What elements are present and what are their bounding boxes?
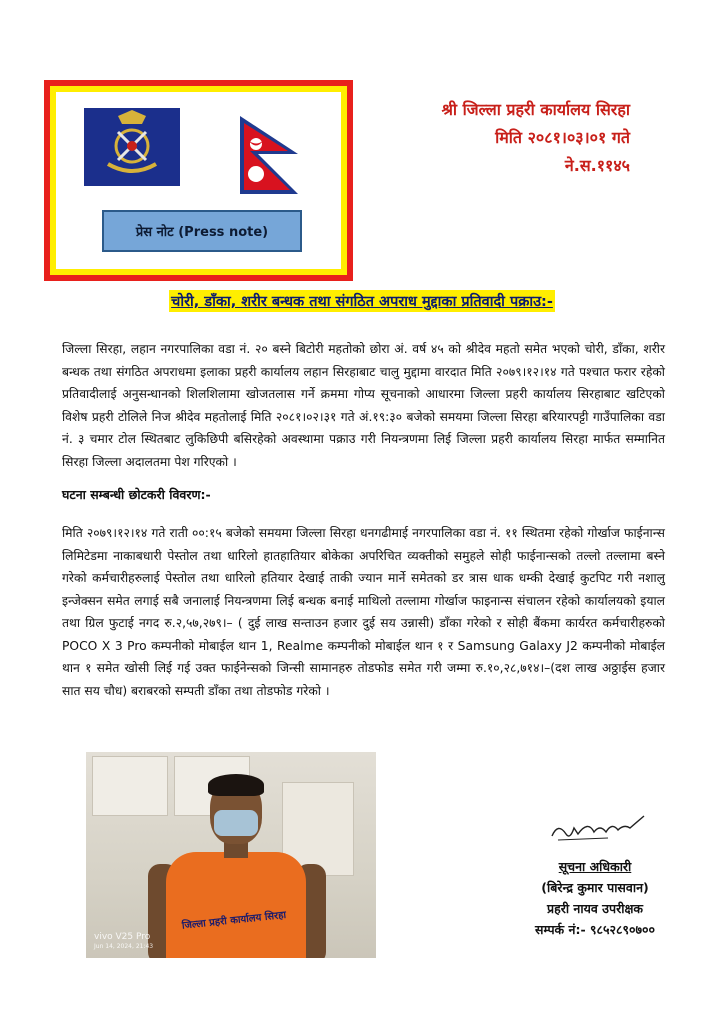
office-name: श्री जिल्ला प्रहरी कार्यालय सिरहा (441, 100, 630, 119)
arrested-person-photo (86, 752, 376, 958)
reference-number: ने.स.११४५ (564, 156, 630, 175)
office-header (330, 96, 630, 180)
paragraph-arrest-details: जिल्ला सिरहा, लहान नगरपालिका वडा नं. २० बस्ने बिटोरी महतोको छोरा अं. वर्ष ४५ को श्रीदेव महतो समेत भएको चोरी, डाँका, शरीर बन्धक तथा संगठित अपराधमा इलाका प्रहरी कार्यालय लहान सिरहाबाट चालु मुद्दामा वारदात मिति २०७९।१२।१४ गते पश्चात फरार रहेको प्रतिवादीलाई अनुसन्धानको शिलशिलामा खोजतलास गर्ने क्रममा गोप्य सूचनाको आधारमा जिल्ला प्रहरी कार्यालय सिरहाबाट खटिएको विशेष प्रहरी टोलिले निज श्रीदेव महतोलाई मिति २०८१।०२।३१ गते अं.१९:३० बजेको समयमा जिल्ला सिरहा बरियारपट्टी गाउँपालिका वडा नं. ३ चमार टोल स्थितबाट लुकिछिपी बसिरहेको अवस्थामा पक्राउ गरी नियन्त्रणमा लिई जिल्ला प्रहरी कार्यालय सिरहा मार्फत सम्मानित सिरहा जिल्ला अदालतमा पेश गरिएको । (62, 342, 665, 469)
paragraph-incident-details: मिति २०७९।१२।१४ गते राती ००:१५ बजेको समयमा जिल्ला सिरहा धनगढीमाई नगरपालिका वडा नं. ११ स्थितमा रहेको गोर्खाज फाईनान्स लिमिटेडमा नाकाबधारी पेस्तोल तथा धारिलो हातहातियार बोकेका अपरिचित व्यक्तीको समुहले सोही फाईनान्सको तल्लो तल्लामा बस्ने गरेको कर्मचारीहरुलाई पेस्तोल तथा धारिलो हतियार देखाई ताकी ज्यान मार्ने समेतको डर त्रास धाक धम्की देखाई कुटपिट गरी नशालु इन्जेक्सन समेत लगाई सबै जनालाई नियन्त्रणमा लिई बन्धक बनाई माथिलो तल्लामा गोर्खाज फाइनान्स संचालन रहेको कार्यालयको इयाल तथा ग्रिल फुटाई नगद रु.२,५७,२७९।– ( दुई लाख सन्ताउन हजार दुई सय उन्नासी) डाँका गरेको र सोही बैंकमा कार्यरत कर्मचारीहरुको POCO X 3 Pro कम्पनीको मोबाईल थान 1, Realme कम्पनीको मोबाईल थान १ र Samsung Galaxy J2 कम्पनीको मोबाईल थान १ समेत खोसी लिई गई उक्त फाईनेन्सको जिन्सी सामानहरु तोडफोड समेत गरी जम्मा रु.१०,२८,७१४।–(दश लाख अठ्ठाईस हजार सात सय चौध) बराबरको सम्पती डाँका तथा तोडफोड गरेको । (62, 526, 665, 698)
nepal-flag-icon (236, 114, 304, 198)
signature-icon (548, 812, 648, 846)
signatory-contact: सम्पर्क नं:- ९८५२८९०७०० (535, 922, 655, 937)
signatory-title: सूचना अधिकारी (558, 859, 632, 874)
header-logo-inner (50, 86, 347, 275)
signatory-name: (बिरेन्द्र कुमार पासवान) (541, 880, 649, 895)
nepal-police-emblem-icon (84, 108, 180, 186)
signatory-rank: प्रहरी नायव उपरीक्षक (546, 901, 644, 916)
orange-vest (166, 852, 306, 958)
header-logo-box (44, 80, 353, 281)
section-heading: घटना सम्बन्धी छोटकरी विवरण:- (62, 487, 211, 502)
camera-stamp (94, 932, 153, 952)
letter-date: मिति २०८१।०३।०१ गते (495, 128, 630, 147)
headline: चोरी, डाँका, शरीर बन्धक तथा संगठित अपराध मुद्दाका प्रतिवादी पक्राउ:- (169, 290, 555, 312)
face-mask (214, 810, 258, 836)
camera-date: Jun 14, 2024, 21:43 (94, 943, 154, 950)
camera-model: vivo V25 Pro (94, 932, 151, 942)
wall-notice (92, 756, 168, 816)
press-note-label: प्रेस नोट (Press note) (102, 210, 302, 252)
signatory-block (500, 856, 690, 940)
person-hair (208, 774, 264, 796)
headline-container (0, 290, 724, 312)
vest-text: जिल्ला प्रहरी कार्यालय सिरहा (181, 909, 287, 932)
